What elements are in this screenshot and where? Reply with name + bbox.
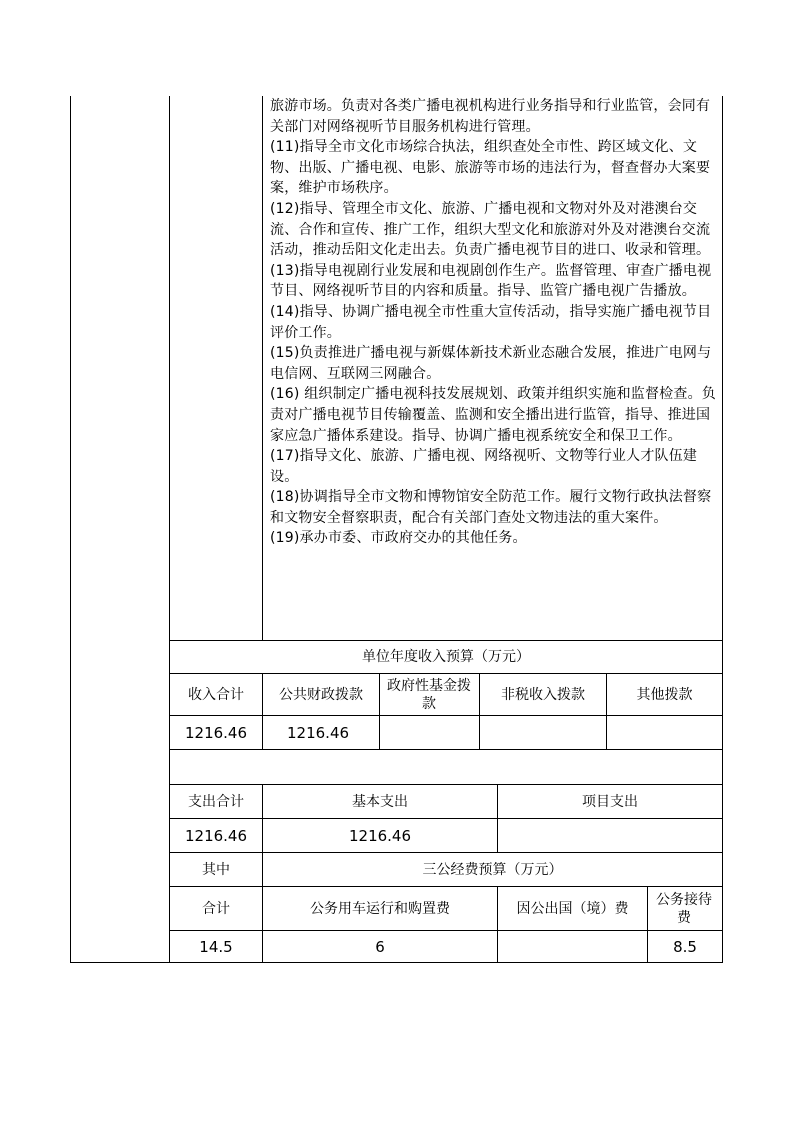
duties-text: [270, 96, 720, 549]
expense-value-project: [498, 819, 722, 852]
duty-item: (15)负责推进广播电视与新媒体新技术新业态融合发展，推进广电网与电信网、互联网三网融合。: [270, 345, 712, 382]
income-value-gov-fund: [380, 716, 479, 749]
income-value-public-finance: 1216.46: [287, 723, 350, 742]
expense-header-basic: 基本支出: [352, 793, 408, 810]
sangong-header-reception: 公务接待费: [656, 891, 712, 926]
income-header-non-tax: 非税收入拨款: [501, 686, 585, 703]
income-value-non-tax: [480, 716, 606, 749]
duty-item: 旅游市场。负责对各类广播电视机构进行业务指导和行业监管，会同有关部门对网络视听节目服务机构进行管理。: [270, 98, 711, 135]
duty-item: (11)指导全市文化市场综合执法，组织查处全市性、跨区域文化、文物、出版、广播电视、电影、旅游等市场的违法行为，督查督办大案要案，维护市场秩序。: [270, 139, 711, 197]
income-header-gov-fund: 政府性基金拨款: [387, 677, 471, 712]
duty-item: (13)指导电视剧行业发展和电视剧创作生产。监督管理、审查广播电视节目、网络视听节目的内容和质量。指导、监管广播电视广告播放。: [270, 262, 712, 300]
sangong-header-total: 合计: [202, 900, 230, 917]
table-border-bottom: [70, 962, 723, 963]
expense-header-total: 支出合计: [188, 793, 244, 810]
sangong-value-total: 14.5: [199, 937, 233, 956]
income-header-total: 收入合计: [188, 686, 244, 703]
sangong-header-abroad: 因公出国（境）费: [516, 900, 629, 917]
table-border-left: [70, 96, 71, 963]
income-header-public-finance: 公共财政拨款: [279, 686, 363, 703]
sangong-value-reception: 8.5: [673, 937, 697, 956]
duty-item: (17)指导文化、旅游、广播电视、网络视听、文物等行业人才队伍建设。: [270, 448, 698, 485]
table-border-right: [722, 96, 723, 963]
sangong-header-vehicle: 公务用车运行和购置费: [310, 900, 450, 917]
income-value-total: 1216.46: [184, 723, 248, 742]
income-header-other: 其他拨款: [636, 686, 693, 703]
income-value-other: [607, 716, 722, 749]
expense-header-project: 项目支出: [582, 793, 638, 810]
duty-item: (16) 组织制定广播电视科技发展规划、政策并组织实施和监督检查。负责对广播电视节目传输覆盖、监测和安全播出进行监管，指导、推进国家应急广播体系建设。指导、协调广播电视系统安全和保卫工作。: [270, 386, 716, 444]
sangong-value-abroad: [498, 931, 647, 962]
duty-item: (19)承办市委、市政府交办的其他任务。: [270, 530, 527, 547]
duty-item: (14)指导、协调广播电视全市性重大宣传活动，指导实施广播电视节目评价工作。: [270, 303, 712, 341]
duty-item: (12)指导、管理全市文化、旅游、广播电视和文物对外及对港澳台交流、合作和宣传、推广工作，组织大型文化和旅游对外及对港澳台交流活动，推动岳阳文化走出去。负责广播电视节目的进口、收录和管理。: [270, 200, 711, 259]
expense-value-basic: 1216.46: [348, 826, 412, 845]
qizhong-label: 其中: [202, 861, 230, 878]
column-divider-2: [262, 96, 263, 640]
duty-item: (18)协调指导全市文物和博物馆安全防范工作。履行文物行政执法督察和文物安全督察职责，配合有关部门查处文物违法的重大案件。: [270, 489, 712, 526]
expense-value-total: 1216.46: [184, 826, 248, 845]
income-title: 单位年度收入预算（万元）: [362, 649, 530, 665]
row-line: [169, 749, 723, 750]
sangong-value-vehicle: 6: [375, 937, 385, 956]
sangong-title: 三公经费预算（万元）: [422, 861, 563, 878]
